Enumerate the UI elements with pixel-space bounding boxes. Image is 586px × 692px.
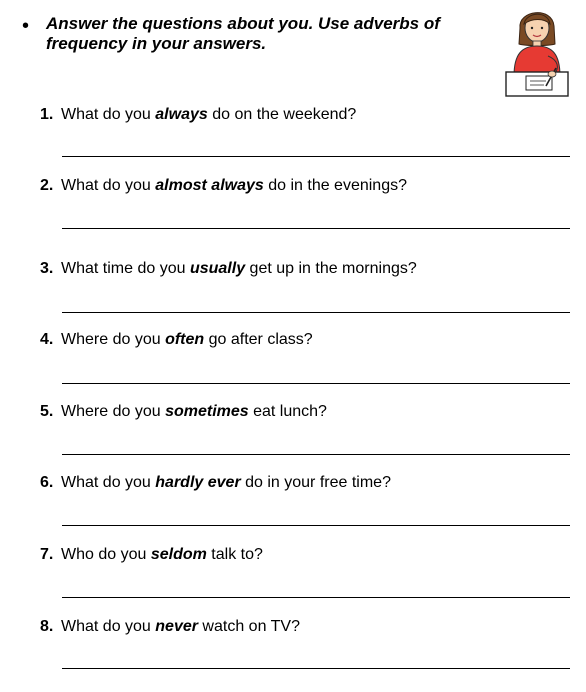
instructions — [22, 14, 462, 54]
question-text-start: Where do you — [61, 403, 166, 420]
answer-line-1[interactable] — [62, 156, 570, 157]
bullet-icon: • — [22, 15, 30, 37]
instructions-line-1: Answer the questions about you. Use adverbs of — [46, 14, 440, 33]
question-5 — [40, 403, 327, 421]
answer-line-8[interactable] — [62, 668, 570, 669]
question-text-end: go after class? — [204, 331, 313, 348]
question-text-end: talk to? — [206, 546, 263, 563]
question-number: 4. — [40, 331, 54, 348]
frequency-adverb: always — [155, 106, 208, 123]
question-text-end: do in your free time? — [240, 474, 391, 491]
instructions-text — [46, 14, 462, 54]
question-text-end: do on the weekend? — [207, 106, 357, 123]
answer-line-7[interactable] — [62, 597, 570, 598]
question-3 — [40, 260, 417, 278]
frequency-adverb: usually — [189, 260, 246, 277]
girl-writing-at-desk-icon — [500, 2, 576, 102]
question-number: 7. — [40, 546, 54, 563]
question-number: 5. — [40, 403, 54, 420]
answer-line-4[interactable] — [62, 383, 570, 384]
question-number: 8. — [40, 618, 54, 635]
frequency-adverb: almost always — [155, 177, 264, 194]
frequency-adverb: never — [155, 618, 198, 635]
question-number: 1. — [40, 106, 54, 123]
frequency-adverb: sometimes — [165, 403, 249, 420]
question-text-end: get up in the mornings? — [245, 260, 417, 277]
question-8 — [40, 618, 300, 636]
question-text-end: watch on TV? — [197, 618, 300, 635]
question-6 — [40, 474, 391, 492]
question-number: 6. — [40, 474, 54, 491]
question-2 — [40, 177, 407, 195]
frequency-adverb: often — [165, 331, 205, 348]
answer-line-6[interactable] — [62, 525, 570, 526]
question-text-start: Who do you — [61, 546, 151, 563]
question-text-start: What time do you — [61, 260, 190, 277]
question-text-start: What do you — [61, 177, 156, 194]
question-4 — [40, 331, 313, 349]
answer-line-2[interactable] — [62, 228, 570, 229]
answer-line-5[interactable] — [62, 454, 570, 455]
question-text-end: do in the evenings? — [263, 177, 407, 194]
frequency-adverb: seldom — [150, 546, 207, 563]
question-text-start: Where do you — [61, 331, 166, 348]
question-text-start: What do you — [61, 618, 156, 635]
question-text-start: What do you — [61, 106, 156, 123]
question-number: 2. — [40, 177, 54, 194]
question-number: 3. — [40, 260, 54, 277]
question-1 — [40, 106, 356, 124]
question-text-end: eat lunch? — [248, 403, 327, 420]
frequency-adverb: hardly ever — [155, 474, 241, 491]
question-text-start: What do you — [61, 474, 156, 491]
question-7 — [40, 546, 263, 564]
answer-line-3[interactable] — [62, 312, 570, 313]
instructions-line-2: frequency in your answers. — [46, 34, 267, 53]
